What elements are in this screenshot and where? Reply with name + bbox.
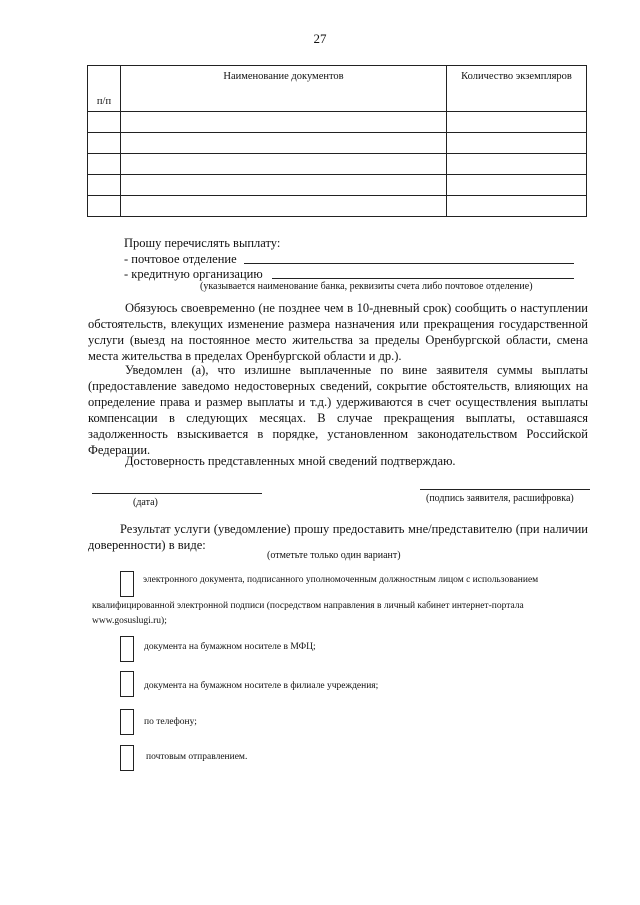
option-phone: по телефону;: [144, 717, 197, 727]
checkbox-mail[interactable]: [120, 745, 134, 771]
obligation-paragraph: Обязуюсь своевременно (не позднее чем в 10-дневный срок) сообщить о наступлении обстоятельств, влекущих изменение размера назначения или прекращения государственной услуги (выезд на постоянное место жительства за пределы Оренбургской области, смена места жительства в пределах Оренбургской области и др.).: [88, 301, 588, 363]
result-paragraph: Результат услуги (уведомление) прошу предоставить мне/представителю (при наличии доверенности) в виде:: [88, 522, 588, 552]
table-header: [88, 66, 587, 112]
table-row: [88, 196, 587, 217]
cell[interactable]: [88, 175, 121, 196]
cell[interactable]: [447, 196, 587, 217]
option-mail: почтовым отправлением.: [146, 752, 248, 762]
signature-field-line[interactable]: [420, 489, 590, 490]
cell[interactable]: [447, 175, 587, 196]
payment-postal-label: - почтовое отделение: [124, 252, 237, 266]
documents-table: [87, 65, 587, 217]
payment-request: Прошу перечислять выплату:: [124, 236, 281, 250]
cell[interactable]: [121, 112, 447, 133]
option-electronic-continued: квалифицированной электронной подписи (посредством направления в личный кабинет интернет-портала www.gosuslugi.ru);: [92, 601, 524, 626]
date-field-line[interactable]: [92, 493, 262, 494]
cell[interactable]: [88, 196, 121, 217]
payment-credit-label: - кредитную организацию: [124, 267, 263, 281]
date-label: (дата): [133, 497, 158, 508]
checkbox-phone[interactable]: [120, 709, 134, 735]
cell[interactable]: [447, 154, 587, 175]
option-paper-branch: документа на бумажном носителе в филиале учреждения;: [144, 681, 379, 691]
cell[interactable]: [447, 112, 587, 133]
cell[interactable]: [121, 154, 447, 175]
checkbox-paper-mfc[interactable]: [120, 636, 134, 662]
table-row: [88, 112, 587, 133]
cell[interactable]: [121, 175, 447, 196]
result-hint: (отметьте только один вариант): [267, 550, 401, 561]
option-paper-mfc: документа на бумажном носителе в МФЦ;: [144, 642, 316, 652]
header-number: п/п: [88, 66, 121, 112]
checkbox-electronic[interactable]: [120, 571, 134, 597]
header-document-name: Наименование документов: [121, 66, 447, 112]
option-electronic: электронного документа, подписанного уполномоченным должностным лицом с использованием: [143, 575, 539, 585]
table-row: [88, 133, 587, 154]
notice-paragraph: Уведомлен (а), что излишне выплаченные по вине заявителя суммы выплаты (предоставление заведомо недостоверных сведений, сокрытие обстоятельств, влияющих на определение права и размер выплаты и т.д.) удерживаются в счет осуществления выплаты компенсации в следующих месяцах. В случае прекращения выплаты, оставшаяся задолженность взыскивается в порядке, установленном законодательством Российской Федерации.: [88, 363, 588, 457]
table-row: [88, 154, 587, 175]
table-row: [88, 175, 587, 196]
signature-label: (подпись заявителя, расшифровка): [426, 493, 574, 504]
checkbox-paper-branch[interactable]: [120, 671, 134, 697]
cell[interactable]: [447, 133, 587, 154]
cell[interactable]: [121, 196, 447, 217]
postal-field-line[interactable]: [244, 263, 574, 264]
credit-field-line[interactable]: [272, 278, 574, 279]
cell[interactable]: [88, 112, 121, 133]
page-number: 27: [313, 31, 327, 46]
cell[interactable]: [121, 133, 447, 154]
confirmation-text: Достоверность представленных мной сведений подтверждаю.: [125, 454, 456, 468]
cell[interactable]: [88, 133, 121, 154]
payment-hint: (указывается наименование банка, реквизиты счета либо почтовое отделение): [200, 281, 533, 292]
header-quantity: Количество экземпляров: [447, 66, 587, 112]
cell[interactable]: [88, 154, 121, 175]
